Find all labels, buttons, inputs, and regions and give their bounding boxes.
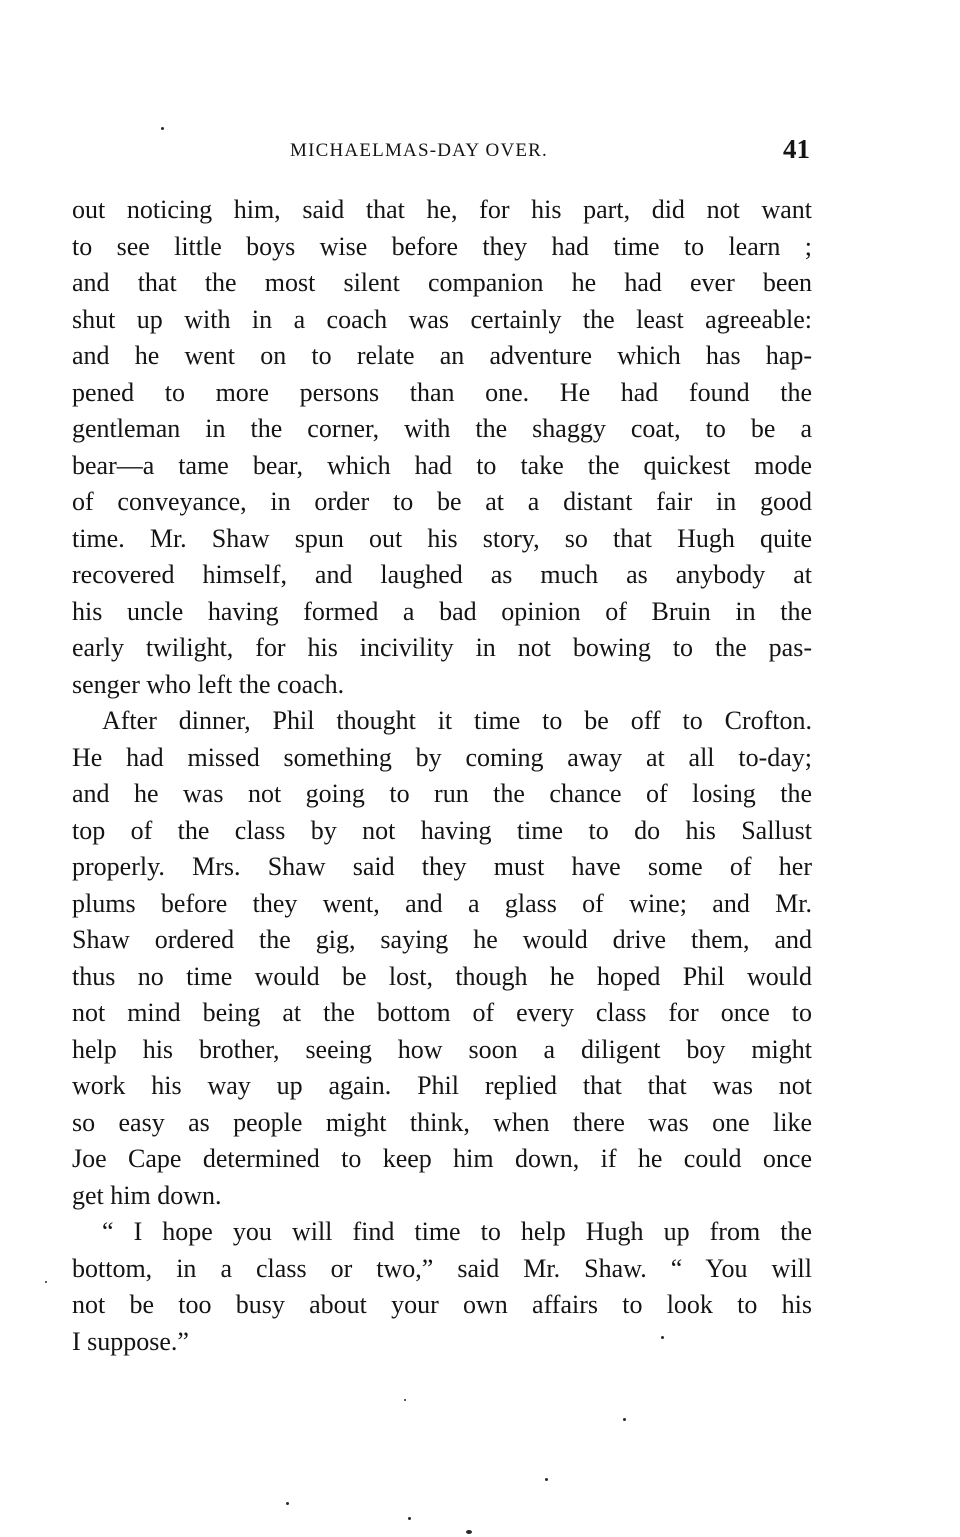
scan-speck	[661, 1336, 664, 1339]
text-line: and he was not going to run the chance of losing the	[72, 779, 812, 808]
text-line: out noticing him, said that he, for his part, did not want	[72, 195, 812, 224]
scan-speck	[286, 1502, 289, 1505]
body-text	[72, 192, 812, 1360]
text-line: pened to more persons than one. He had found the	[72, 377, 812, 407]
text-line: time. Mr. Shaw spun out his story, so that Hugh quite	[72, 523, 812, 553]
text-line: senger who left the coach.	[72, 669, 345, 699]
text-line: his uncle having formed a bad opinion of Bruin in the	[72, 596, 812, 626]
scan-speck	[466, 1530, 472, 1534]
text-line: help his brother, seeing how soon a diligent boy might	[72, 1034, 812, 1064]
text-line: and he went on to relate an adventure which has hap-	[72, 341, 812, 370]
text-line: to see little boys wise before they had time to learn ;	[72, 231, 812, 261]
text-line: gentleman in the corner, with the shaggy coat, to be a	[72, 414, 812, 443]
text-line: not be too busy about your own affairs to look to his	[72, 1290, 812, 1319]
scan-speck	[404, 1399, 406, 1401]
text-line: He had missed something by coming away at all to-day;	[72, 742, 812, 772]
paragraph-3	[72, 1214, 812, 1360]
scan-speck	[545, 1478, 548, 1481]
text-line: I suppose.”	[72, 1326, 189, 1356]
text-line: plums before they went, and a glass of wine; and Mr.	[72, 888, 812, 918]
page-number: 41	[783, 134, 810, 164]
text-line: of conveyance, in order to be at a distant fair in good	[72, 487, 812, 516]
scan-speck	[623, 1418, 626, 1421]
text-line: After dinner, Phil thought it time to be off to Crofton.	[102, 706, 812, 735]
text-line: Shaw ordered the gig, saying he would drive them, and	[72, 925, 812, 954]
text-line: shut up with in a coach was certainly the least agreeable:	[72, 304, 812, 334]
running-head: MICHAELMAS-DAY OVER.	[290, 140, 548, 161]
paragraph-2	[72, 703, 812, 1214]
text-line: bottom, in a class or two,” said Mr. Shaw. “ You will	[72, 1253, 812, 1283]
text-line: Joe Cape determined to keep him down, if he could once	[72, 1144, 812, 1173]
text-line: thus no time would be lost, though he hoped Phil would	[72, 961, 812, 991]
text-line: and that the most silent companion he had ever been	[72, 268, 812, 297]
text-line: top of the class by not having time to do his Sallust	[72, 815, 812, 845]
text-line: bear—a tame bear, which had to take the quickest mode	[72, 450, 812, 480]
page-header	[72, 134, 812, 174]
paragraph-1	[72, 192, 812, 703]
text-line: not mind being at the bottom of every class for once to	[72, 998, 812, 1027]
scan-speck	[161, 127, 164, 130]
scan-speck	[408, 1517, 411, 1520]
text-line: “ I hope you will find time to help Hugh up from the	[102, 1217, 812, 1246]
text-line: properly. Mrs. Shaw said they must have some of her	[72, 852, 812, 881]
text-line: recovered himself, and laughed as much as anybody at	[72, 560, 812, 589]
scan-speck	[45, 1281, 47, 1283]
text-line: work his way up again. Phil replied that that was not	[72, 1071, 812, 1100]
text-line: get him down.	[72, 1180, 222, 1210]
text-line: early twilight, for his incivility in not bowing to the pas-	[72, 633, 812, 662]
text-line: so easy as people might think, when there was one like	[72, 1107, 812, 1137]
